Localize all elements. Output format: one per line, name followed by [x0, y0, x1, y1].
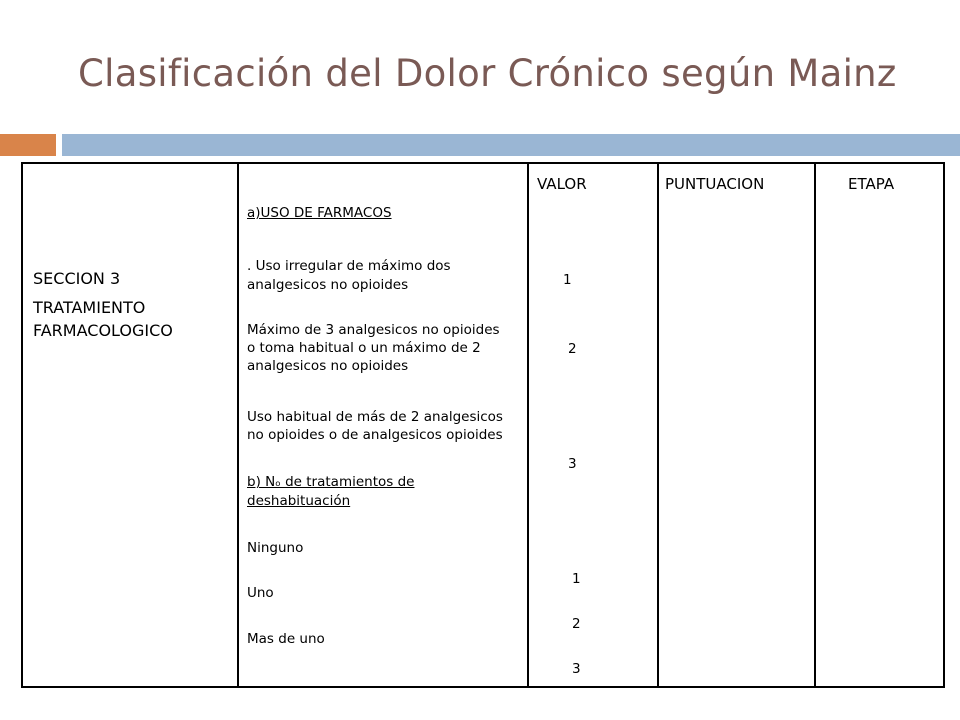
- item-a3-line1: Uso habitual de más de 2 analgesicos: [247, 409, 503, 425]
- puntuacion-cell: [658, 163, 815, 687]
- item-b-heading-line2: deshabituación: [247, 493, 351, 509]
- accent-bar-blue: [62, 134, 960, 156]
- item-a3-line2: no opioides o de analgesicos opioides: [247, 427, 503, 443]
- accent-bar-orange: [0, 134, 56, 156]
- valor-a3: 3: [568, 456, 577, 472]
- valor-cell: [528, 163, 658, 687]
- section-name-line2: FARMACOLOGICO: [33, 321, 173, 340]
- slide-title: Clasificación del Dolor Crónico según Mainz: [78, 52, 897, 95]
- section-name-line1: TRATAMIENTO: [33, 298, 146, 317]
- item-a2-line1: Máximo de 3 analgesicos no opioides: [247, 322, 500, 338]
- item-a-heading: a)USO DE FARMACOS: [247, 205, 392, 221]
- valor-a1: 1: [563, 272, 572, 288]
- items-cell: [238, 163, 528, 687]
- item-b-heading-line1: b) Nₒ de tratamientos de: [247, 474, 415, 490]
- item-b2: Uno: [247, 585, 274, 601]
- mainz-classification-table: [21, 162, 945, 688]
- valor-a2: 2: [568, 341, 577, 357]
- header-puntuacion: PUNTUACION: [665, 175, 765, 193]
- header-valor: VALOR: [537, 175, 587, 193]
- item-a2-line2: o toma habitual o un máximo de 2: [247, 340, 481, 356]
- item-a2-line3: analgesicos no opioides: [247, 358, 409, 374]
- item-a1-line2: analgesicos no opioides: [247, 277, 409, 293]
- valor-b1: 1: [572, 571, 581, 587]
- item-b3: Mas de uno: [247, 631, 325, 647]
- header-etapa: ETAPA: [848, 175, 895, 193]
- valor-b2: 2: [572, 616, 581, 632]
- valor-b3: 3: [572, 661, 581, 677]
- section-cell: [22, 163, 238, 687]
- etapa-cell: [815, 163, 944, 687]
- item-b1: Ninguno: [247, 540, 304, 556]
- item-a1-line1: . Uso irregular de máximo dos: [247, 258, 451, 274]
- section-number: SECCION 3: [33, 269, 121, 288]
